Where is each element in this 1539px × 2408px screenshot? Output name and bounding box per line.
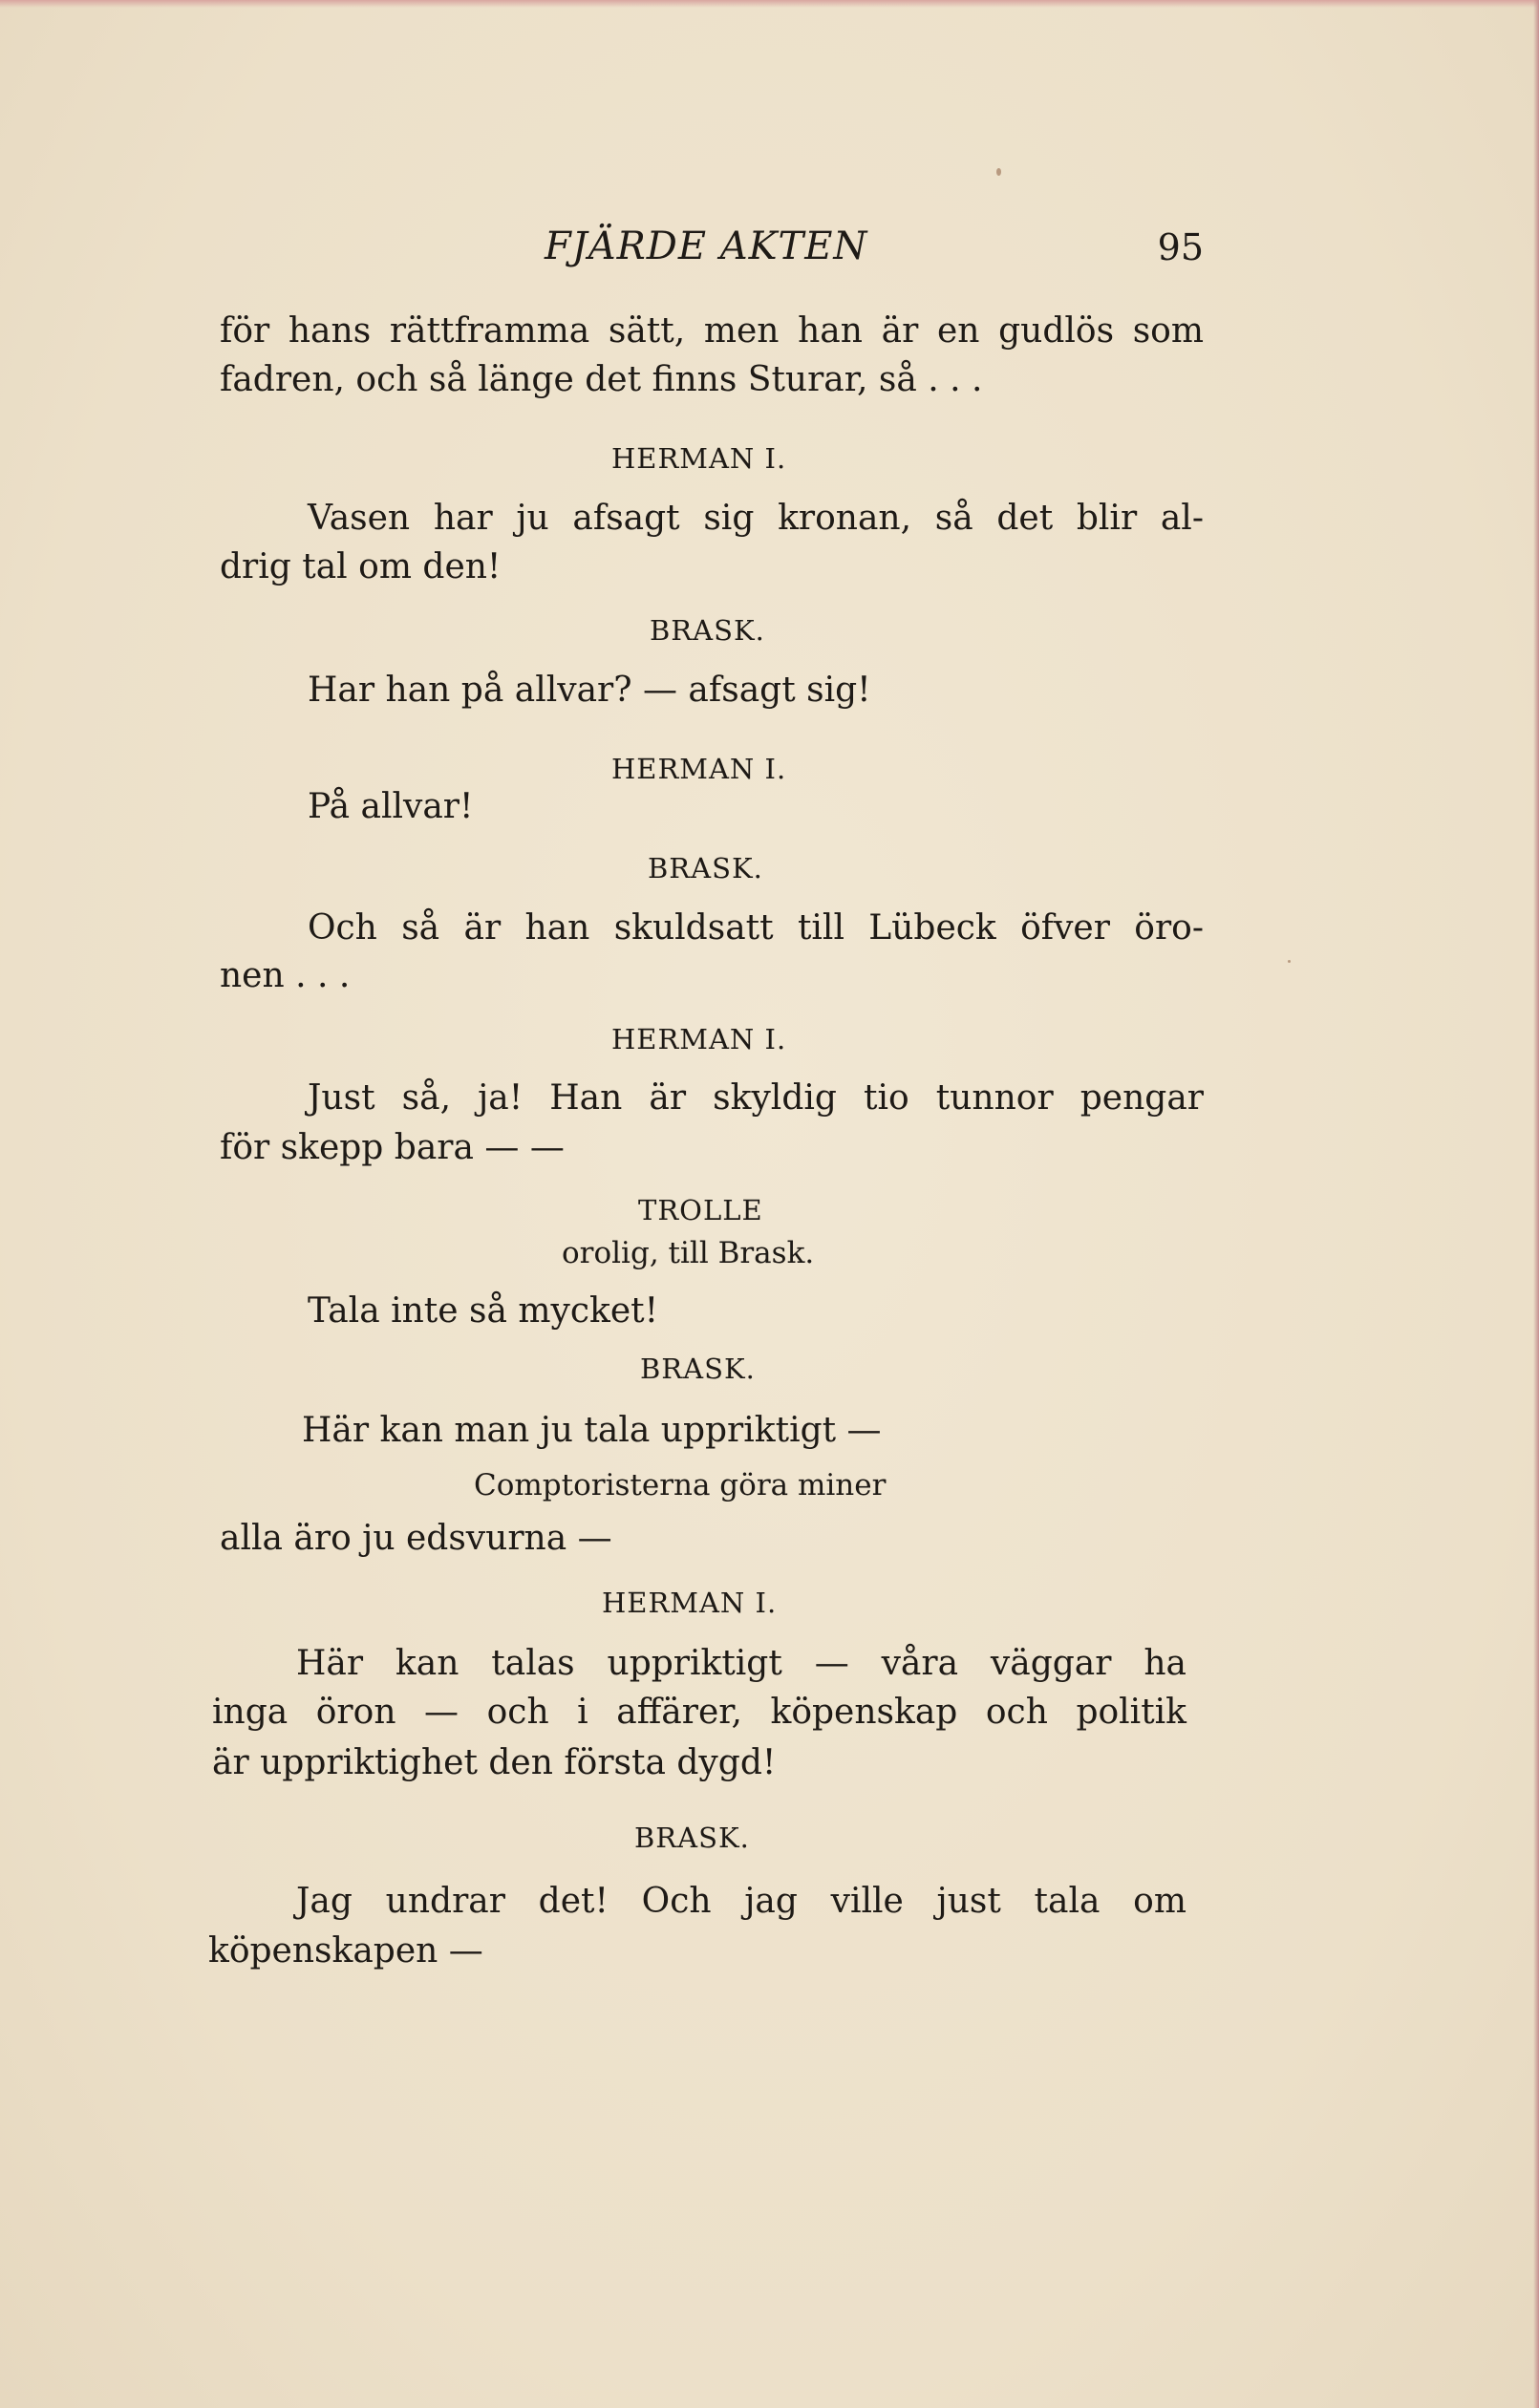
speaker-name: HERMAN I.	[611, 1023, 787, 1055]
dialogue-line: köpenskapen —	[208, 1931, 483, 1971]
speaker-name: HERMAN I.	[602, 1587, 778, 1619]
dialogue-line: för hans rättframma sätt, men han är en gudlös som	[220, 311, 1204, 351]
speaker-name: BRASK.	[640, 1353, 756, 1385]
dialogue-line: nen . . .	[220, 956, 351, 995]
stage-direction: orolig, till Brask.	[562, 1236, 815, 1270]
paper-speck	[996, 168, 1001, 176]
speaker-name: BRASK.	[634, 1822, 750, 1854]
dialogue-line: Vasen har ju afsagt sig kronan, så det blir al-	[308, 499, 1204, 538]
stage-direction: Comptoristerna göra miner	[474, 1468, 887, 1502]
speaker-name: TROLLE	[638, 1194, 763, 1226]
page-edge-top	[0, 0, 1539, 8]
dialogue-line: Jag undrar det! Och jag ville just tala om	[296, 1882, 1186, 1921]
speaker-name: HERMAN I.	[611, 442, 787, 475]
running-head: FJÄRDE AKTEN	[545, 224, 868, 268]
dialogue-line: Har han på allvar? — afsagt sig!	[308, 671, 871, 710]
speaker-name: HERMAN I.	[611, 753, 787, 785]
speaker-name: BRASK.	[650, 614, 765, 647]
dialogue-line: fadren, och så länge det finns Sturar, så . . .	[220, 360, 983, 399]
dialogue-line: för skepp bara — —	[220, 1128, 565, 1167]
dialogue-line: inga öron — och i affärer, köpenskap och politik	[212, 1693, 1186, 1732]
dialogue-line: Och så är han skuldsatt till Lübeck öfver öro-	[308, 908, 1204, 948]
dialogue-line: På allvar!	[308, 787, 474, 826]
dialogue-line: är uppriktighet den första dygd!	[212, 1743, 777, 1782]
page-edge-right	[1533, 0, 1539, 2408]
dialogue-line: Här kan talas uppriktigt — våra väggar ha	[296, 1644, 1186, 1683]
dialogue-line: Tala inte så mycket!	[308, 1291, 659, 1331]
speaker-name: BRASK.	[648, 852, 763, 884]
page-number: 95	[1157, 226, 1204, 268]
dialogue-line: alla äro ju edsvurna —	[220, 1519, 612, 1558]
dialogue-line: Just så, ja! Han är skyldig tio tunnor pengar	[308, 1078, 1204, 1118]
page-header	[220, 224, 1204, 282]
dialogue-line: Här kan man ju tala uppriktigt —	[302, 1411, 882, 1450]
paper-speck	[1288, 960, 1291, 963]
dialogue-line: drig tal om den!	[220, 547, 502, 586]
